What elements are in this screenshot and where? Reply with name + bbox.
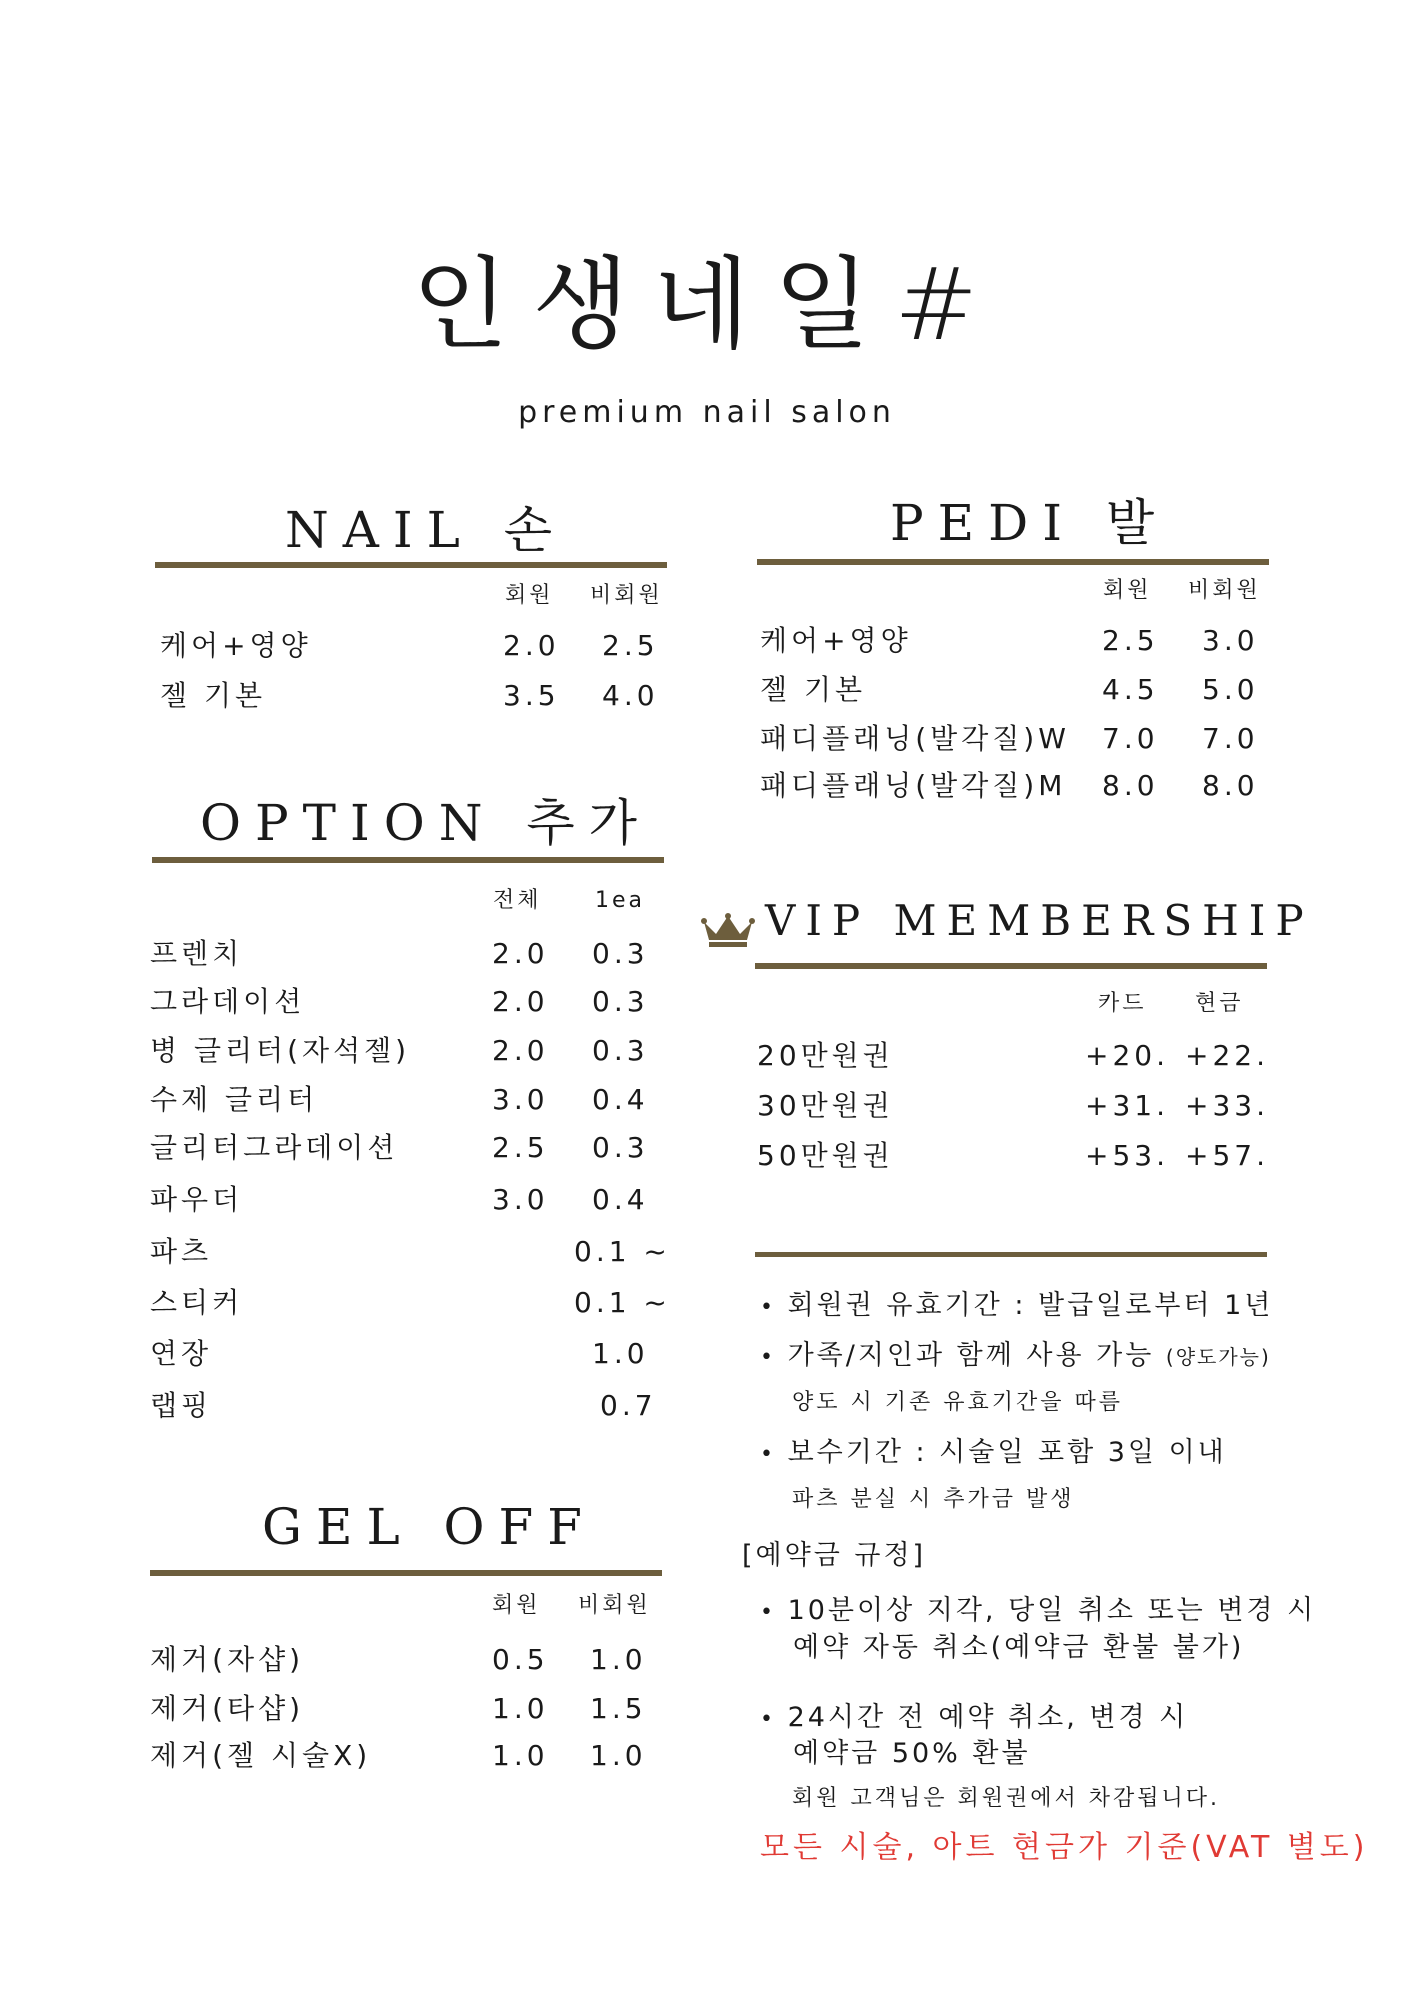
full-price: 3.0	[492, 1183, 549, 1216]
member-price: 3.5	[503, 679, 560, 712]
full-price: 2.0	[492, 1034, 549, 1067]
each-price: 0.1 ~	[574, 1286, 671, 1319]
geloff-col-nonmember: 비회원	[578, 1593, 651, 1618]
row-label: 제거(젤 시술X)	[150, 1739, 372, 1772]
nail-col-nonmember: 비회원	[590, 583, 663, 608]
nonmember-price: 4.0	[602, 679, 659, 712]
note-repair	[760, 1435, 1227, 1471]
card-bonus: +31.	[1085, 1089, 1169, 1122]
each-price: 0.3	[592, 1034, 649, 1067]
member-price: 2.0	[503, 629, 560, 662]
note-sharing	[760, 1338, 1271, 1374]
bullet-dot: •	[760, 1345, 776, 1370]
note-validity-text: 회원권 유효기간 : 발급일로부터 1년	[787, 1290, 1274, 1321]
row-label: 그라데이션	[150, 985, 306, 1018]
note-late	[760, 1593, 1316, 1629]
each-price: 0.3	[592, 985, 649, 1018]
each-price: 1.0	[592, 1337, 649, 1370]
note-cancel-sub: 회원 고객님은 회원권에서 차감됩니다.	[792, 1786, 1221, 1811]
row-label: 랩핑	[150, 1389, 213, 1422]
option-divider	[152, 857, 664, 863]
note-late-text-2: 예약 자동 취소(예약금 환불 불가)	[793, 1632, 1245, 1663]
each-price: 0.7	[600, 1389, 657, 1422]
nonmember-price: 1.0	[590, 1739, 647, 1772]
row-label: 20만원권	[757, 1039, 894, 1072]
geloff-divider	[150, 1570, 662, 1576]
option-col-each: 1ea	[595, 888, 646, 913]
note-cancel	[760, 1700, 1188, 1736]
geloff-heading: GEL OFF	[262, 1498, 596, 1556]
row-label: 30만원권	[757, 1089, 894, 1122]
note-cancel-text-1: 24시간 전 예약 취소, 변경 시	[787, 1702, 1189, 1733]
price-basis-footer: 모든 시술, 아트 현금가 기준(VAT 별도)	[760, 1830, 1369, 1865]
member-price: 0.5	[492, 1643, 549, 1676]
salon-title: 인생네일#	[411, 246, 1003, 363]
row-label: 케어+영양	[760, 624, 912, 657]
row-label: 파우더	[150, 1183, 244, 1216]
full-price: 2.0	[492, 937, 549, 970]
vip-divider	[755, 963, 1267, 969]
member-price: 7.0	[1102, 722, 1159, 755]
note-sharing-sub: 양도 시 기존 유효기간을 따름	[792, 1390, 1123, 1415]
nonmember-price: 5.0	[1202, 673, 1259, 706]
geloff-col-member: 회원	[492, 1593, 541, 1618]
nail-divider	[155, 562, 667, 568]
nonmember-price: 3.0	[1202, 624, 1259, 657]
note-sharing-tag: (양도가능)	[1165, 1345, 1271, 1369]
each-price: 0.4	[592, 1083, 649, 1116]
notes-divider	[755, 1252, 1267, 1257]
cash-bonus: +33.	[1185, 1089, 1269, 1122]
pedi-divider	[757, 559, 1269, 565]
pedi-heading: PEDI 발	[890, 494, 1169, 552]
option-col-full: 전체	[493, 888, 542, 913]
member-price: 2.5	[1102, 624, 1159, 657]
bullet-dot: •	[760, 1295, 776, 1320]
row-label: 스티커	[150, 1286, 244, 1319]
cash-bonus: +22.	[1185, 1039, 1269, 1072]
row-label: 글리터그라데이션	[150, 1131, 399, 1164]
each-price: 0.3	[592, 937, 649, 970]
nail-col-member: 회원	[505, 583, 554, 608]
bullet-dot: •	[760, 1600, 776, 1625]
row-label: 50만원권	[757, 1139, 894, 1172]
note-repair-text: 보수기간 : 시술일 포함 3일 이내	[787, 1437, 1227, 1468]
row-label: 패디플래닝(발각질)W	[760, 722, 1070, 755]
full-price: 2.0	[492, 985, 549, 1018]
row-label: 제거(타샵)	[150, 1692, 305, 1725]
vip-col-card: 카드	[1098, 991, 1147, 1016]
full-price: 2.5	[492, 1131, 549, 1164]
row-label: 병 글리터(자석젤)	[150, 1034, 411, 1067]
member-price: 4.5	[1102, 673, 1159, 706]
row-label: 젤 기본	[760, 673, 867, 706]
row-label: 제거(자샵)	[150, 1643, 305, 1676]
nonmember-price: 8.0	[1202, 769, 1259, 802]
note-validity	[760, 1288, 1273, 1324]
member-price: 1.0	[492, 1692, 549, 1725]
row-label: 케어+영양	[160, 629, 312, 662]
bullet-dot: •	[760, 1707, 776, 1732]
nonmember-price: 1.0	[590, 1643, 647, 1676]
cash-bonus: +57.	[1185, 1139, 1269, 1172]
row-label: 수제 글리터	[150, 1083, 319, 1116]
pedi-col-nonmember: 비회원	[1188, 578, 1261, 603]
crown-icon	[700, 912, 756, 948]
row-label: 프렌치	[150, 937, 244, 970]
nail-heading: NAIL 손	[285, 501, 567, 559]
each-price: 0.4	[592, 1183, 649, 1216]
row-label: 파츠	[150, 1235, 213, 1268]
salon-subtitle: premium nail salon	[518, 395, 896, 430]
row-label: 젤 기본	[160, 679, 267, 712]
card-bonus: +53.	[1085, 1139, 1169, 1172]
nonmember-price: 1.5	[590, 1692, 647, 1725]
full-price: 3.0	[492, 1083, 549, 1116]
row-label: 연장	[150, 1337, 213, 1370]
card-bonus: +20.	[1085, 1039, 1169, 1072]
member-price: 1.0	[492, 1739, 549, 1772]
note-late-text-1: 10분이상 지각, 당일 취소 또는 변경 시	[787, 1595, 1317, 1626]
nonmember-price: 7.0	[1202, 722, 1259, 755]
nonmember-price: 2.5	[602, 629, 659, 662]
vip-heading: VIP MEMBERSHIP	[765, 896, 1314, 945]
each-price: 0.3	[592, 1131, 649, 1164]
each-price: 0.1 ~	[574, 1235, 671, 1268]
note-sharing-text: 가족/지인과 함께 사용 가능	[787, 1340, 1155, 1371]
deposit-rules-title: [예약금 규정]	[742, 1540, 927, 1571]
option-heading: OPTION 추가	[200, 794, 651, 852]
row-label: 패디플래닝(발각질)M	[760, 769, 1067, 802]
pedi-col-member: 회원	[1103, 578, 1152, 603]
bullet-dot: •	[760, 1442, 776, 1467]
note-cancel-text-2: 예약금 50% 환불	[793, 1738, 1031, 1769]
vip-col-cash: 현금	[1195, 991, 1244, 1016]
note-repair-sub: 파츠 분실 시 추가금 발생	[792, 1487, 1075, 1512]
member-price: 8.0	[1102, 769, 1159, 802]
